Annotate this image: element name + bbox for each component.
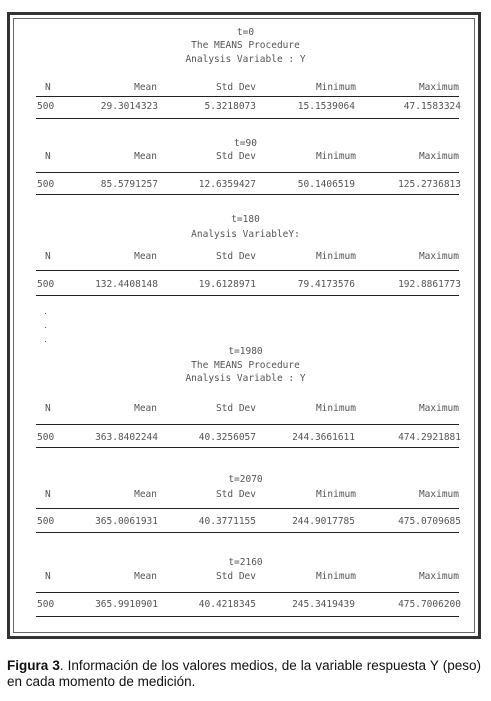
column-header: Mean [134,489,157,500]
column-header: Minimum [315,151,356,162]
table-cell: 40.3771155 [198,516,256,527]
table-cell: 19.6128971 [198,279,256,290]
table-rule-top [36,270,459,271]
table-cell: 5.3218073 [204,101,256,112]
table-cell: 85.5791257 [100,179,158,190]
block-header-line: t=180 [231,214,260,225]
column-header: Minimum [315,251,356,262]
column-header: Mean [134,82,157,93]
column-header: Std Dev [215,251,256,262]
column-header: Minimum [315,489,356,500]
block-header-line: Analysis Variable : Y [185,54,306,65]
table-cell: 244.9017785 [292,516,355,527]
table-cell: 500 [37,599,55,610]
table-cell: 40.4218345 [198,599,256,610]
column-header: N [45,251,51,262]
column-header: Minimum [315,82,356,93]
table-rule-top [36,424,459,425]
table-cell: 244.3661611 [292,432,355,443]
column-header: Std Dev [215,82,256,93]
figure-caption [7,658,481,690]
column-header: N [45,489,51,500]
table-cell: 79.4173576 [297,279,355,290]
table-rule-bottom [36,532,459,533]
column-header: Mean [134,251,157,262]
table-cell: 500 [37,516,55,527]
table-rule-top [36,508,459,509]
column-header: Std Dev [215,151,256,162]
column-header: Std Dev [215,571,256,582]
column-header: N [45,82,51,93]
ellipsis-dot: . [44,320,47,331]
column-header: Std Dev [215,403,256,414]
table-cell: 15.1539064 [297,101,355,112]
column-header: Minimum [315,571,356,582]
table-cell: 500 [37,279,55,290]
table-cell: 500 [37,179,55,190]
ellipsis-dot: . [44,306,47,317]
table-cell: 500 [37,101,55,112]
table-cell: 365.9910901 [95,599,158,610]
caption-text: . Información de los valores medios, de la variable respuesta Y (peso) en cada momento de medición. [7,658,481,689]
table-rule-bottom [36,118,459,119]
table-rule-top [36,96,459,97]
column-header: Maximum [418,403,459,414]
table-rule-bottom [36,616,459,617]
block-header-line: t=2160 [228,557,263,568]
block-header-line: t=2070 [228,474,263,485]
table-cell: 192.8861773 [398,279,461,290]
column-header: N [45,403,51,414]
block-header-line: t=1980 [228,346,263,357]
table-cell: 500 [37,432,55,443]
block-header-line: t=0 [236,27,255,38]
column-header: Mean [134,571,157,582]
table-cell: 50.1406519 [297,179,355,190]
block-header-line: Analysis Variable : Y [185,373,306,384]
table-cell: 245.3419439 [292,599,355,610]
block-header-line: t=90 [234,138,257,149]
column-header: Mean [134,403,157,414]
column-header: N [45,571,51,582]
table-cell: 363.8402244 [95,432,158,443]
table-cell: 132.4408148 [95,279,158,290]
column-header: Maximum [418,571,459,582]
column-header: Std Dev [215,489,256,500]
table-cell: 12.6359427 [198,179,256,190]
column-header: Maximum [418,82,459,93]
ellipsis-dot: . [44,334,47,345]
table-cell: 40.3256057 [198,432,256,443]
table-cell: 47.1583324 [403,101,461,112]
column-header: Maximum [418,489,459,500]
table-cell: 365.0061931 [95,516,158,527]
block-header-line: Analysis VariableY: [191,229,300,240]
table-rule-bottom [36,447,459,448]
column-header: N [45,151,51,162]
table-rule-top [36,592,459,593]
table-cell: 475.0709685 [398,516,461,527]
table-rule-top [36,172,459,173]
table-cell: 125.2736813 [398,179,461,190]
table-cell: 475.7006200 [398,599,461,610]
column-header: Minimum [315,403,356,414]
column-header: Mean [134,151,157,162]
table-cell: 474.2921881 [398,432,461,443]
column-header: Maximum [418,251,459,262]
block-header-line: The MEANS Procedure [191,360,300,371]
table-rule-bottom [36,295,459,296]
block-header-line: The MEANS Procedure [191,40,300,51]
table-rule-bottom [36,194,459,195]
column-header: Maximum [418,151,459,162]
table-cell: 29.3014323 [100,101,158,112]
caption-label: Figura 3 [7,658,60,673]
